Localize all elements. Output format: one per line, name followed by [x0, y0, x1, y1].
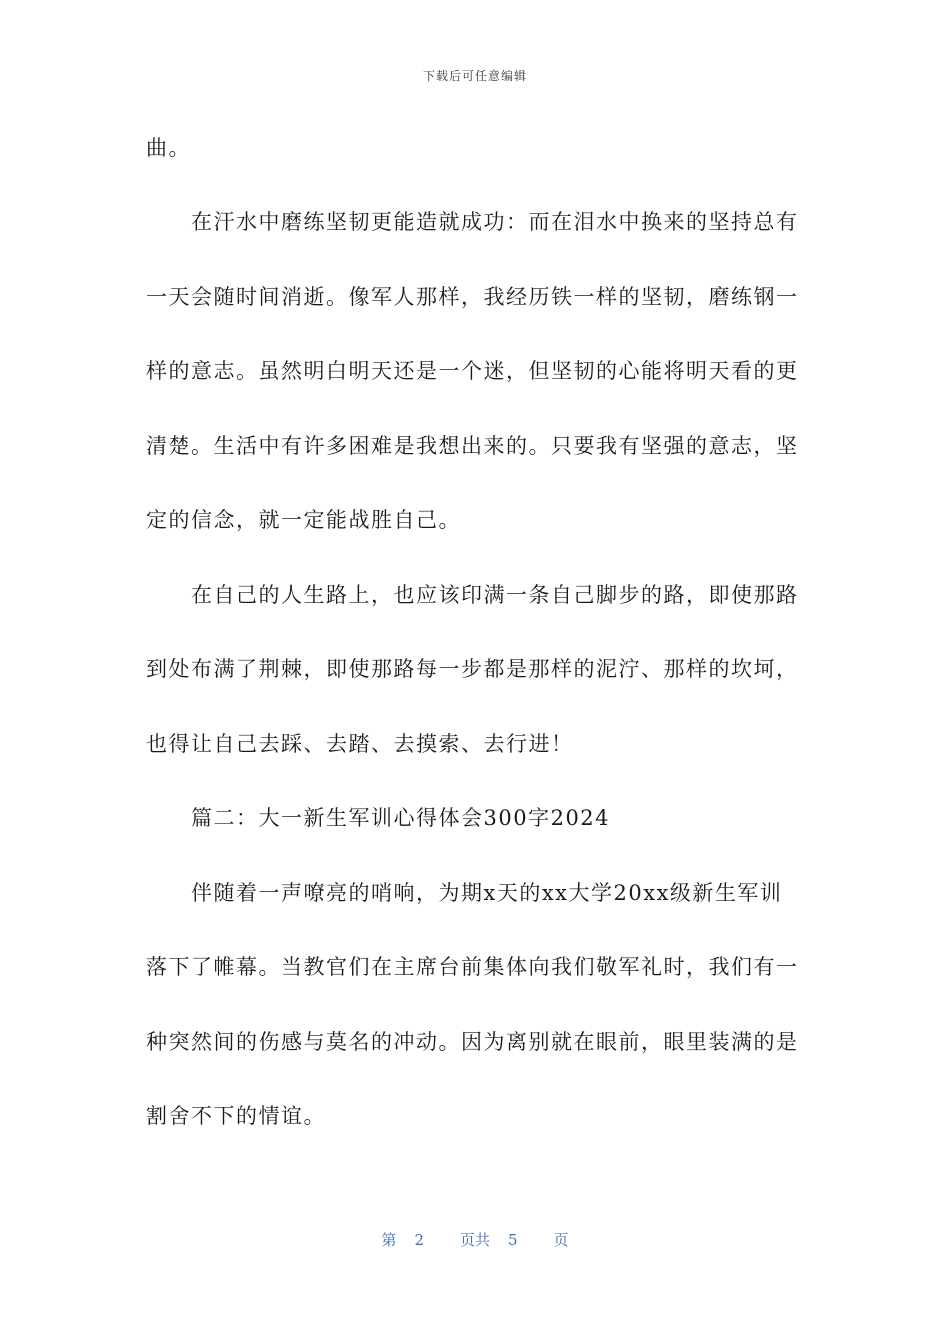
body-line: 在自己的人生路上，也应该印满一条自己脚步的路，即使那路	[146, 583, 799, 607]
footer-middle: 页共	[459, 1231, 490, 1249]
page-header: 下载后可任意编辑	[422, 69, 527, 83]
body-line: 清楚。生活中有许多困难是我想出来的。只要我有坚强的意志，坚	[146, 434, 799, 458]
body-line: 一天会随时间消逝。像军人那样，我经历铁一样的坚韧，磨练钢一	[146, 285, 799, 309]
body-line: 割舍不下的情谊。	[146, 1104, 326, 1128]
section-heading: 篇二：大一新生军训心得体会300字2024	[146, 806, 611, 830]
footer-page-number: 2	[414, 1231, 424, 1249]
footer-total-pages: 5	[508, 1231, 518, 1249]
body-line: 样的意志。虽然明白明天还是一个迷，但坚韧的心能将明天看的更	[146, 359, 799, 383]
body-line: 定的信念，就一定能战胜自己。	[146, 508, 461, 532]
body-line: 落下了帷幕。当教官们在主席台前集体向我们敬军礼时，我们有一	[146, 955, 799, 979]
body-line: 伴随着一声嘹亮的哨响，为期x天的xx大学20xx级新生军训	[146, 881, 783, 905]
body-line: 也得让自己去踩、去踏、去摸索、去行进！	[146, 732, 574, 756]
page-footer	[0, 1229, 950, 1250]
body-line: 在汗水中磨练坚韧更能造就成功：而在泪水中换来的坚持总有	[146, 210, 799, 234]
body-line: 种突然间的伤感与莫名的冲动。因为离别就在眼前，眼里装满的是	[146, 1030, 799, 1054]
body-line: 曲。	[146, 136, 191, 160]
footer-suffix: 页	[553, 1231, 569, 1249]
body-line: 到处布满了荆棘，即使那路每一步都是那样的泥泞、那样的坎坷，	[146, 657, 799, 681]
footer-prefix: 第	[381, 1231, 397, 1249]
